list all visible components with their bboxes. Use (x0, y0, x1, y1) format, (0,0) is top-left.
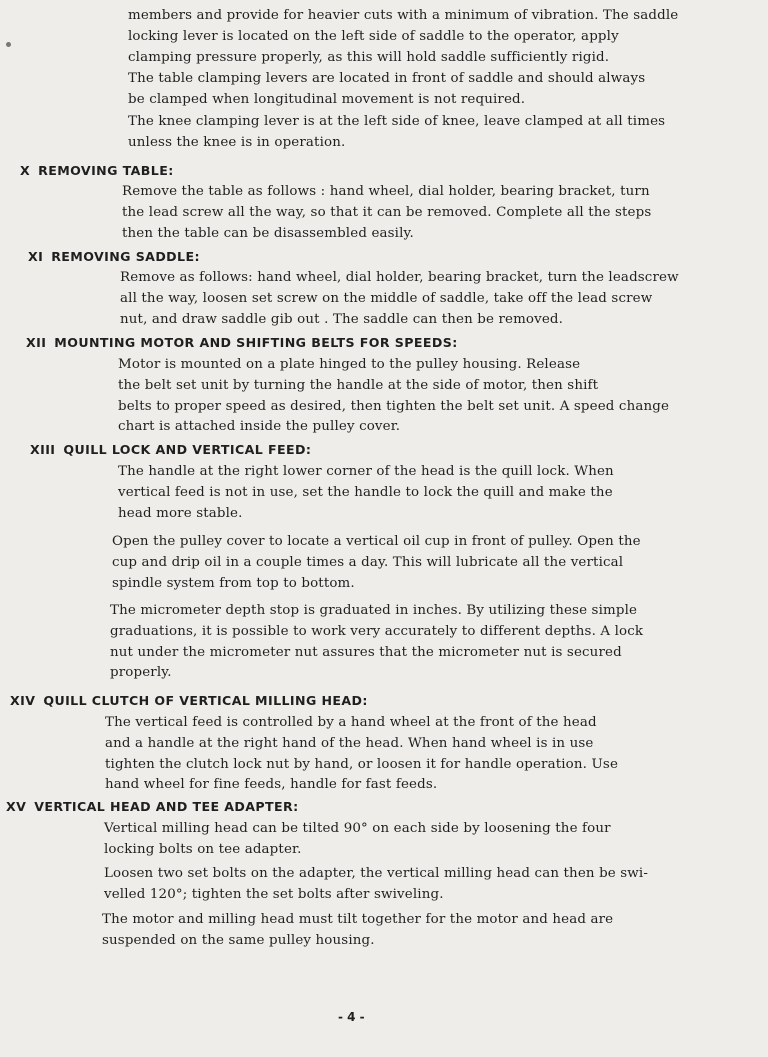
section-xiii-paragraph-2 (112, 532, 708, 594)
text-line: locking bolts on tee adapter. (104, 841, 302, 857)
section-heading-quill-lock (30, 442, 311, 457)
scan-speck (6, 42, 11, 47)
section-number: X (20, 163, 31, 178)
section-xv-paragraph-2 (104, 864, 704, 906)
section-number: XIII (30, 442, 56, 457)
text-line: The micrometer depth stop is graduated in inches. By utilizing these simple (110, 603, 638, 618)
text-line: Motor is mounted on a plate hinged to the pulley housing. Release (118, 357, 581, 372)
section-x-paragraph (122, 182, 716, 244)
text-line: Remove as follows: hand wheel, dial holder, bearing bracket, turn the leadscrew (120, 270, 679, 285)
text-line: locking lever is located on the left side of saddle to the operator, apply (128, 28, 619, 44)
section-xiv-paragraph (105, 713, 703, 796)
text-line: unless the knee is in operation. (128, 134, 346, 150)
section-xv-paragraph-1 (104, 819, 700, 861)
text-line: graduations, it is possible to work very accurately to different depths. A lock (110, 623, 644, 639)
section-xv-paragraph-3 (102, 910, 702, 952)
text-line: be clamped when longitudinal movement is not required. (128, 91, 526, 107)
section-number: XV (6, 799, 27, 814)
page-number: - 4 - (338, 1010, 365, 1024)
text-line: The handle at the right lower corner of the head is the quill lock. When (118, 464, 614, 479)
text-line: The table clamping levers are located in front of saddle and should always (128, 71, 646, 86)
section-title: REMOVING TABLE: (38, 163, 174, 178)
text-line: Vertical milling head can be tilted 90° on each side by loosening the four (104, 821, 611, 836)
section-heading-removing-table (20, 163, 174, 178)
text-line: Loosen two set bolts on the adapter, the vertical milling head can then be swi- (104, 866, 649, 881)
section-title: VERTICAL HEAD AND TEE ADAPTER: (34, 799, 299, 814)
text-line: Open the pulley cover to locate a vertical oil cup in front of pulley. Open the (112, 534, 641, 549)
text-line: and a handle at the right hand of the head. When hand wheel is in use (105, 735, 594, 751)
section-title: QUILL CLUTCH OF VERTICAL MILLING HEAD: (43, 693, 368, 708)
text-line: The knee clamping lever is at the left side of knee, leave clamped at all times (128, 114, 666, 129)
section-xiii-paragraph-3 (110, 601, 708, 684)
text-line: head more stable. (118, 505, 243, 521)
section-title: MOUNTING MOTOR AND SHIFTING BELTS FOR SPEEDS: (54, 335, 458, 350)
text-line: properly. (110, 665, 172, 681)
text-line: The vertical feed is controlled by a hand wheel at the front of the head (105, 715, 597, 730)
intro-paragraph-1 (128, 6, 730, 68)
text-line: tighten the clutch lock nut by hand, or loosen it for handle operation. Use (105, 756, 619, 772)
text-line: vertical feed is not in use, set the handle to lock the quill and make the (118, 484, 613, 500)
text-line: cup and drip oil in a couple times a day. This will lubricate all the vertical (112, 554, 624, 570)
section-heading-vertical-head (6, 799, 299, 814)
section-number: XII (26, 335, 47, 350)
section-xi-paragraph (120, 268, 716, 330)
section-heading-quill-clutch (10, 693, 368, 708)
text-line: suspended on the same pulley housing. (102, 932, 375, 948)
text-line: chart is attached inside the pulley cover. (118, 419, 401, 435)
text-line: members and provide for heavier cuts with a minimum of vibration. The saddle (128, 8, 679, 23)
text-line: nut under the micrometer nut assures that the micrometer nut is secured (110, 644, 622, 660)
section-title: REMOVING SADDLE: (51, 249, 200, 264)
text-line: clamping pressure properly, as this will hold saddle sufficiently rigid. (128, 49, 610, 65)
text-line: nut, and draw saddle gib out . The saddle can then be removed. (120, 311, 564, 327)
text-line: hand wheel for fine feeds, handle for fast feeds. (105, 777, 438, 793)
text-line: Remove the table as follows : hand wheel, dial holder, bearing bracket, turn (122, 184, 650, 199)
section-heading-removing-saddle (28, 249, 200, 264)
section-heading-mounting-motor (26, 335, 458, 350)
section-xii-paragraph (118, 355, 714, 438)
intro-paragraph-2 (128, 69, 730, 111)
text-line: all the way, loosen set screw on the middle of saddle, take off the lead screw (120, 290, 653, 306)
text-line: spindle system from top to bottom. (112, 575, 355, 591)
text-line: belts to proper speed as desired, then tighten the belt set unit. A speed change (118, 398, 670, 414)
section-number: XI (28, 249, 44, 264)
section-number: XIV (10, 693, 36, 708)
text-line: the belt set unit by turning the handle at the side of motor, then shift (118, 377, 599, 393)
text-line: The motor and milling head must tilt together for the motor and head are (102, 912, 614, 927)
text-line: the lead screw all the way, so that it can be removed. Complete all the steps (122, 204, 652, 220)
section-xiii-paragraph-1 (118, 462, 706, 524)
intro-paragraph-3 (128, 112, 730, 154)
text-line: velled 120°; tighten the set bolts after swiveling. (104, 886, 444, 902)
section-title: QUILL LOCK AND VERTICAL FEED: (63, 442, 312, 457)
text-line: then the table can be disassembled easily. (122, 225, 414, 241)
